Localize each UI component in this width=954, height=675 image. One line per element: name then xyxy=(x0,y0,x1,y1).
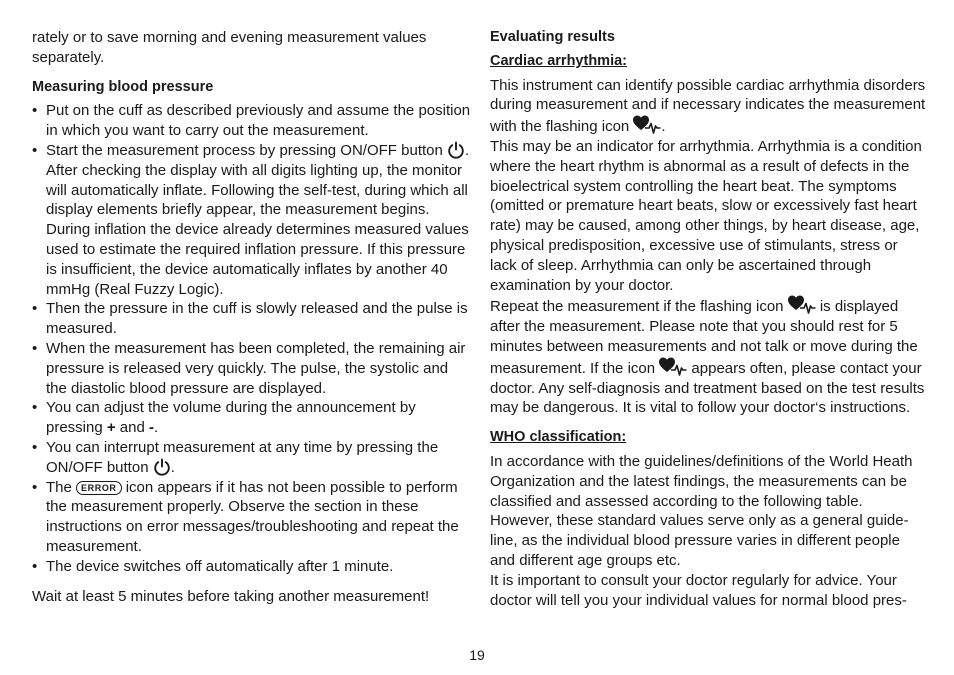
list-item: • The device switches off automatically after 1 minute. xyxy=(32,557,472,577)
intro-paragraph: rately or to save morning and evening measurement values separately. xyxy=(32,29,427,66)
list-item: • The ERROR icon appears if it has not been possible to perform the measurement properly. Observe the section in these instructions on error messages/troubleshooting and repeat the measurement. xyxy=(32,478,472,557)
error-icon: ERROR xyxy=(76,481,122,495)
subheading-who: WHO classification: xyxy=(490,429,627,446)
left-column xyxy=(32,28,472,606)
arrhythmia-paragraph-1: This instrument can identify possible cardiac arrhythmia disorders during measurement and if necessary indicates the measurement with the flashing icon . xyxy=(490,76,926,136)
subheading-arrhythmia: Cardiac arrhythmia: xyxy=(490,52,627,69)
list-item: • Start the measurement process by pressing ON/OFF button . After checking the display with all digits lighting up, the monitor will automatically inflate. Following the self-test, during which all display elements briefly appear, the measurement begins. During inflation the device already determines measured values used to estimate the required inflation pressure. If this pressure is insufficient, the device automatically inflates by another 40 mmHg (Real Fuzzy Logic). xyxy=(32,141,472,299)
right-column xyxy=(490,28,926,610)
list-item: • Then the pressure in the cuff is slowly released and the pulse is measured. xyxy=(32,299,472,339)
plus-symbol: + xyxy=(106,419,116,437)
arrhythmia-heart-icon xyxy=(788,295,816,315)
who-paragraph-2: However, these standard values serve only as a general guideline, as the individual blood pressure varies in different people and different age groups etc. xyxy=(490,512,909,569)
instruction-list xyxy=(32,101,472,576)
arrhythmia-heart-icon xyxy=(633,115,661,135)
power-icon xyxy=(153,458,171,476)
page-number: 19 xyxy=(469,647,485,663)
list-item: • When the measurement has been completed, the remaining air pressure is released very quickly. The pulse, the systolic and the diastolic blood pressure are displayed. xyxy=(32,339,472,398)
arrhythmia-heart-icon xyxy=(659,357,687,377)
section-heading-measuring: Measuring blood pressure xyxy=(32,78,214,95)
minus-symbol: - xyxy=(149,419,155,437)
list-item: • Put on the cuff as described previously and assume the position in which you want to carry out the measurement. xyxy=(32,101,472,141)
who-paragraph-3: It is important to consult your doctor regularly for advice. Your doctor will tell you your individual values for normal blood pres- xyxy=(490,571,907,609)
section-heading-evaluating: Evaluating results xyxy=(490,29,615,45)
arrhythmia-paragraph-2: This may be an indicator for arrhythmia. Arrhythmia is a condition where the heart rhythm is abnormal as a result of defects in the bioelectrical system controlling the heart beat. The symptoms (omitted or premature heart beats, slow or excessively fast heart rate) may be caused, among other things, by heart disease, age, physical predisposition, excessive use of stimulants, stress or lack of sleep. Arrhythmia can only be ascertained through examination by your doctor. xyxy=(490,137,922,294)
power-icon xyxy=(447,141,465,159)
wait-note: Wait at least 5 minutes before taking another measurement! xyxy=(32,587,430,605)
who-paragraph-1: In accordance with the guidelines/definitions of the World Heath Organization and the latest findings, the measurements can be classified and assessed according to the following table. xyxy=(490,452,913,510)
arrhythmia-paragraph-3: Repeat the measurement if the flashing icon is displayed after the measurement. Please note that you should rest for 5 minutes between measurements and not talk or move during the measurement. If the icon appears often, please contact your doctor. Any self-diagnosis and treatment based on the test results may be dangerous. It is vital to follow your doctor‘s instructions. xyxy=(490,295,926,418)
list-item: • You can interrupt measurement at any time by pressing the ON/OFF button . xyxy=(32,438,472,478)
list-item: • You can adjust the volume during the announcement by pressing + and -. xyxy=(32,398,472,438)
